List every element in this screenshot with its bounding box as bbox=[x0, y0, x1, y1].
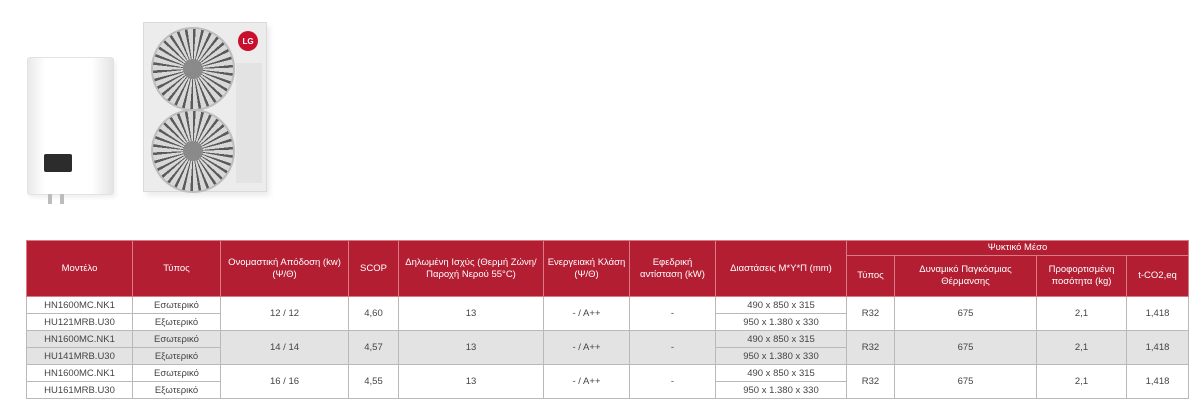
model-cell: HU141MRB.U30 bbox=[27, 348, 133, 365]
model-cell: HN1600MC.NK1 bbox=[27, 331, 133, 348]
type-cell: Εσωτερικό bbox=[133, 365, 221, 382]
precharge-cell: 2,1 bbox=[1037, 365, 1127, 399]
indoor-unit-image bbox=[27, 57, 114, 195]
header-backup-heater: Εφεδρική αντίσταση (kW) bbox=[630, 241, 716, 297]
dimensions-cell: 490 x 850 x 315 bbox=[716, 297, 847, 314]
header-refrigerant-group: Ψυκτικό Μέσο bbox=[847, 241, 1189, 256]
header-energy-class: Ενεργειακή Κλάση (Ψ/Θ) bbox=[544, 241, 630, 297]
outdoor-unit-side-panel bbox=[236, 63, 262, 183]
outdoor-unit-image bbox=[143, 22, 267, 192]
brand-logo: LG bbox=[238, 31, 258, 51]
type-cell: Εξωτερικό bbox=[133, 314, 221, 331]
dimensions-cell: 950 x 1.380 x 330 bbox=[716, 348, 847, 365]
dimensions-cell: 950 x 1.380 x 330 bbox=[716, 382, 847, 399]
header-declared-power: Δηλωμένη Ισχύς (Θερμή Ζώνη/ Παροχή Νερού 55°C) bbox=[399, 241, 544, 297]
type-cell: Εσωτερικό bbox=[133, 297, 221, 314]
scop-cell: 4,55 bbox=[349, 365, 399, 399]
backup-heater-cell: - bbox=[630, 365, 716, 399]
header-model: Μοντέλο bbox=[27, 241, 133, 297]
specs-table bbox=[26, 240, 1189, 399]
energy-class-cell: - / A++ bbox=[544, 365, 630, 399]
dimensions-cell: 950 x 1.380 x 330 bbox=[716, 314, 847, 331]
capacity-cell: 16 / 16 bbox=[221, 365, 349, 399]
co2eq-cell: 1,418 bbox=[1127, 297, 1189, 331]
precharge-cell: 2,1 bbox=[1037, 297, 1127, 331]
declared-power-cell: 13 bbox=[399, 331, 544, 365]
capacity-cell: 12 / 12 bbox=[221, 297, 349, 331]
declared-power-cell: 13 bbox=[399, 297, 544, 331]
backup-heater-cell: - bbox=[630, 331, 716, 365]
model-cell: HN1600MC.NK1 bbox=[27, 365, 133, 382]
table-row bbox=[27, 297, 1189, 314]
gwp-cell: 675 bbox=[895, 297, 1037, 331]
type-cell: Εξωτερικό bbox=[133, 348, 221, 365]
declared-power-cell: 13 bbox=[399, 365, 544, 399]
refrigerant-type-cell: R32 bbox=[847, 297, 895, 331]
header-type: Τύπος bbox=[133, 241, 221, 297]
model-cell: HU121MRB.U30 bbox=[27, 314, 133, 331]
type-cell: Εξωτερικό bbox=[133, 382, 221, 399]
capacity-cell: 14 / 14 bbox=[221, 331, 349, 365]
header-refrigerant-type: Τύπος bbox=[847, 256, 895, 297]
backup-heater-cell: - bbox=[630, 297, 716, 331]
gwp-cell: 675 bbox=[895, 331, 1037, 365]
pipe bbox=[60, 194, 64, 204]
type-cell: Εσωτερικό bbox=[133, 331, 221, 348]
pipe bbox=[48, 194, 52, 204]
refrigerant-type-cell: R32 bbox=[847, 365, 895, 399]
dimensions-cell: 490 x 850 x 315 bbox=[716, 365, 847, 382]
model-cell: HN1600MC.NK1 bbox=[27, 297, 133, 314]
header-dimensions: Διαστάσεις Μ*Υ*Π (mm) bbox=[716, 241, 847, 297]
co2eq-cell: 1,418 bbox=[1127, 331, 1189, 365]
energy-class-cell: - / A++ bbox=[544, 297, 630, 331]
model-cell: HU161MRB.U30 bbox=[27, 382, 133, 399]
header-scop: SCOP bbox=[349, 241, 399, 297]
scop-cell: 4,57 bbox=[349, 331, 399, 365]
scop-cell: 4,60 bbox=[349, 297, 399, 331]
header-precharge: Προφορτισμένη ποσότητα (kg) bbox=[1037, 256, 1127, 297]
table-row bbox=[27, 365, 1189, 382]
header-co2eq: t-CO2,eq bbox=[1127, 256, 1189, 297]
fan-icon bbox=[151, 27, 235, 111]
gwp-cell: 675 bbox=[895, 365, 1037, 399]
energy-class-cell: - / A++ bbox=[544, 331, 630, 365]
fan-icon bbox=[151, 109, 235, 193]
table-row bbox=[27, 331, 1189, 348]
precharge-cell: 2,1 bbox=[1037, 331, 1127, 365]
dimensions-cell: 490 x 850 x 315 bbox=[716, 331, 847, 348]
header-capacity: Ονομαστική Απόδοση (kw) (Ψ/Θ) bbox=[221, 241, 349, 297]
header-gwp: Δυναμικό Παγκόσμιας Θέρμανσης bbox=[895, 256, 1037, 297]
co2eq-cell: 1,418 bbox=[1127, 365, 1189, 399]
refrigerant-type-cell: R32 bbox=[847, 331, 895, 365]
control-panel bbox=[44, 154, 72, 172]
